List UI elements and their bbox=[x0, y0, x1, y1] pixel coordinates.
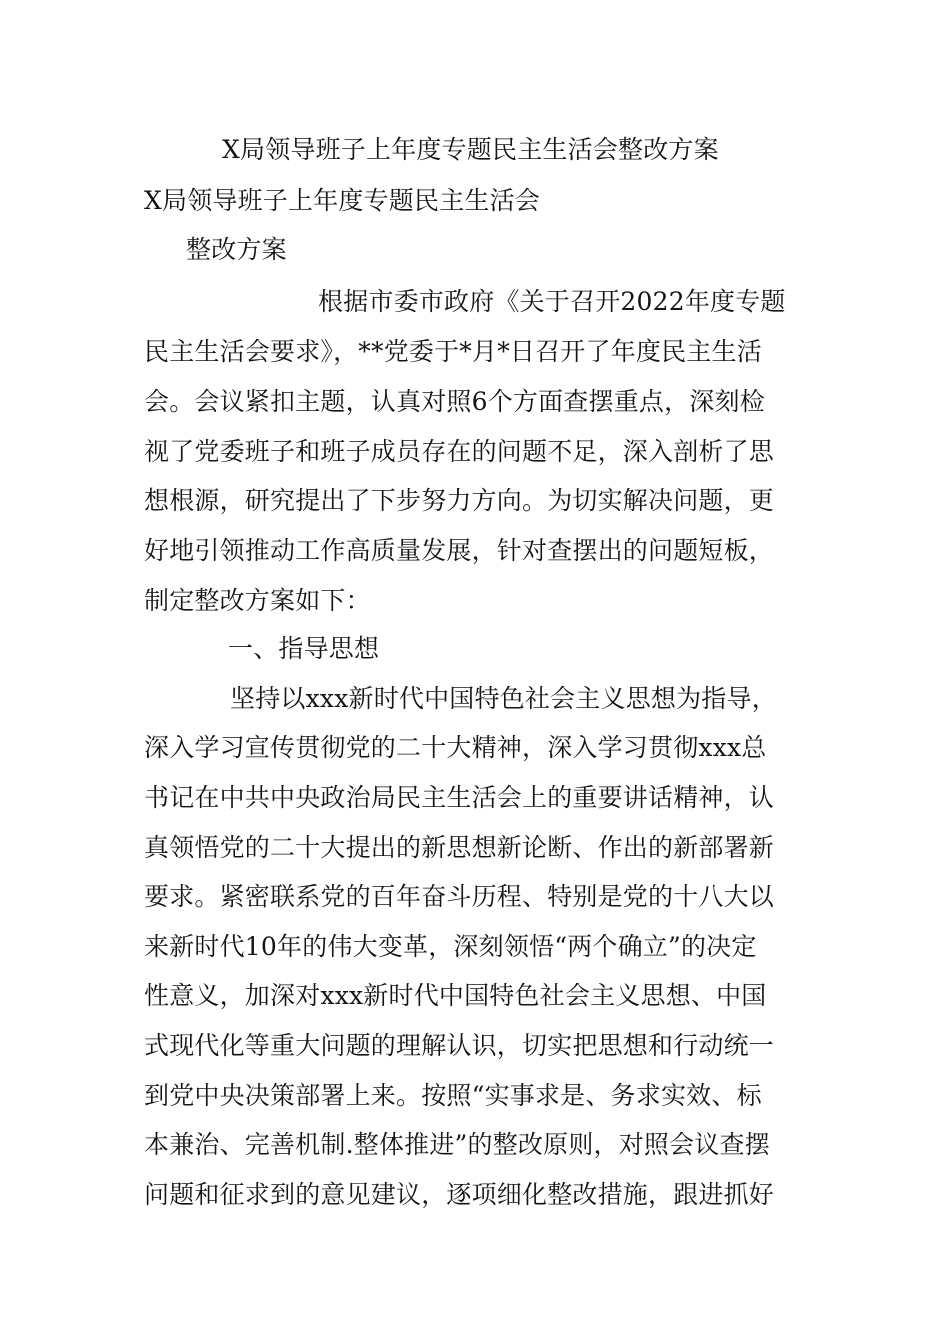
section-line: 问题和征求到的意见建议，逐项细化整改措施，跟进抓好 bbox=[144, 1180, 775, 1209]
section-line: 性意义，加深对xxx新时代中国特色社会主义思想、中国 bbox=[144, 981, 767, 1010]
section-heading: 一、指导思想 bbox=[228, 634, 380, 663]
section-line: 真领悟党的二十大提出的新思想新论断、作出的新部署新 bbox=[144, 833, 775, 862]
section-line: 到党中央决策部署上来。按照“实事求是、务求实效、标 bbox=[144, 1081, 762, 1110]
section-line: 式现代化等重大问题的理解认识，切实把思想和行动统一 bbox=[144, 1031, 775, 1060]
document-subtitle-line-1: X局领导班子上年度专题民主生活会 bbox=[144, 186, 540, 215]
intro-line: 根据市委市政府《关于召开2022年度专题 bbox=[318, 287, 786, 316]
section-line: 书记在中共中央政治局民主生活会上的重要讲话精神，认 bbox=[144, 783, 775, 812]
document-subtitle-line-2: 整改方案 bbox=[186, 235, 287, 264]
intro-line: 会。会议紧扣主题，认真对照6个方面查摆重点，深刻检 bbox=[144, 387, 765, 416]
section-line: 坚持以xxx新时代中国特色社会主义思想为指导， bbox=[230, 684, 777, 713]
section-line: 来新时代10年的伟大变革，深刻领悟“两个确立”的决定 bbox=[144, 932, 757, 961]
intro-line: 好地引领推动工作高质量发展，针对查摆出的问题短板， bbox=[144, 536, 775, 565]
document-title: X局领导班子上年度专题民主生活会整改方案 bbox=[222, 135, 719, 164]
section-line: 要求。紧密联系党的百年奋斗历程、特别是党的十八大以 bbox=[144, 882, 775, 911]
section-line: 深入学习宣传贯彻党的二十大精神，深入学习贯彻xxx总 bbox=[144, 733, 767, 762]
intro-line: 制定整改方案如下： bbox=[144, 586, 371, 615]
intro-line: 想根源，研究提出了下步努力方向。为切实解决问题，更 bbox=[144, 486, 775, 515]
intro-line: 视了党委班子和班子成员存在的问题不足，深入剖析了思 bbox=[144, 437, 775, 466]
section-line: 本兼治、完善机制.整体推进”的整改原则，对照会议查摆 bbox=[144, 1130, 770, 1159]
intro-line: 民主生活会要求》，**党委于*月*日召开了年度民主生活 bbox=[144, 337, 762, 366]
